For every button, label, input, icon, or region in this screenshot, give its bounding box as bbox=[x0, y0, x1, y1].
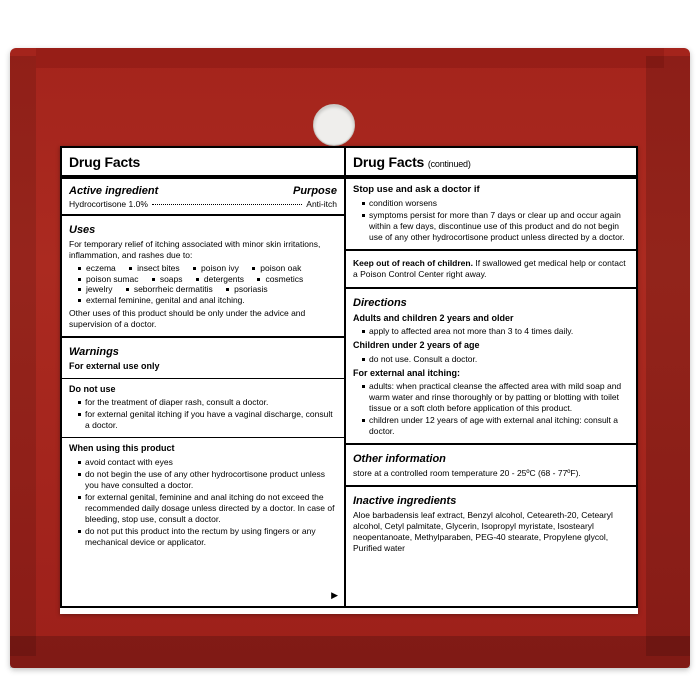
when-using-list bbox=[69, 457, 337, 549]
list-item: condition worsens bbox=[362, 198, 629, 209]
anal-itching-list bbox=[353, 381, 629, 437]
hang-hole bbox=[313, 104, 355, 146]
stop-use-heading: Stop use and ask a doctor if bbox=[353, 183, 480, 195]
uses-item: seborrheic dermatitis bbox=[126, 284, 213, 295]
uses-item: jewelry bbox=[78, 284, 112, 295]
list-item: do not put this product into the rectum by using fingers or any mechanical device or applicator. bbox=[78, 526, 337, 548]
uses-heading: Uses bbox=[69, 223, 96, 236]
leader-dots bbox=[152, 204, 302, 205]
stop-use-list bbox=[353, 198, 629, 243]
do-not-use-heading: Do not use bbox=[69, 383, 116, 394]
drug-facts-left-panel bbox=[60, 146, 345, 608]
uses-closing: Other uses of this product should be only under the advice and supervision of a doctor. bbox=[69, 308, 306, 330]
other-information-section bbox=[346, 445, 636, 485]
package-top-flap bbox=[36, 48, 664, 68]
inactive-ingredients-section bbox=[346, 487, 636, 558]
directions-heading: Directions bbox=[353, 296, 407, 309]
keep-out-rest: If swallowed get medical help or contact a Poison Control Center right away. bbox=[353, 258, 626, 279]
left-panel-title: Drug Facts bbox=[69, 154, 141, 170]
list-item: avoid contact with eyes bbox=[78, 457, 337, 468]
right-panel-title-text: Drug Facts bbox=[353, 154, 425, 170]
uses-item: external feminine, genital and anal itching. bbox=[78, 295, 245, 306]
purpose-value: Anti-itch bbox=[306, 198, 337, 209]
keep-out-of-reach-section bbox=[346, 251, 636, 287]
list-item: adults: when practical cleanse the affected area with mild soap and warm water and rinse thoroughly or by patting or blotting with toilet tissue or a soft cloth before application of this product. bbox=[362, 381, 629, 414]
list-item: children under 12 years of age with external anal itching: consult a doctor. bbox=[362, 415, 629, 437]
children-list bbox=[353, 354, 629, 365]
children-heading: Children under 2 years of age bbox=[353, 340, 480, 351]
anal-itching-heading: For external anal itching: bbox=[353, 367, 461, 378]
package-left-edge bbox=[10, 56, 36, 656]
purpose-heading: Purpose bbox=[292, 184, 337, 197]
active-ingredient-section bbox=[62, 179, 344, 214]
uses-item: psoriasis bbox=[226, 284, 268, 295]
active-ingredient-heading: Active ingredient bbox=[69, 184, 159, 197]
do-not-use-list bbox=[69, 397, 337, 431]
right-panel-title-continued: (continued) bbox=[427, 159, 471, 169]
uses-section bbox=[62, 216, 344, 336]
uses-item: poison ivy bbox=[193, 263, 239, 274]
when-using-heading: When using this product bbox=[69, 443, 175, 454]
uses-item: soaps bbox=[152, 274, 183, 285]
drug-facts-label bbox=[60, 146, 638, 614]
continued-arrow-icon: ▶ bbox=[331, 590, 338, 601]
warnings-section bbox=[62, 338, 344, 378]
uses-item: poison sumac bbox=[78, 274, 138, 285]
directions-section bbox=[346, 289, 636, 443]
package-bottom-shadow bbox=[10, 636, 690, 668]
uses-item: eczema bbox=[78, 263, 116, 274]
do-not-use-section bbox=[62, 379, 344, 438]
stop-use-section bbox=[346, 179, 636, 249]
list-item: do not use. Consult a doctor. bbox=[362, 354, 629, 365]
other-information-text: store at a controlled room temperature 20 - 25ºC (68 - 77ºF). bbox=[353, 468, 581, 479]
list-item: do not begin the use of any other hydrocortisone product unless you have consulted a doctor. bbox=[78, 469, 337, 491]
uses-item: cosmetics bbox=[257, 274, 303, 285]
list-item: for the treatment of diaper rash, consult a doctor. bbox=[78, 397, 337, 408]
list-item: symptoms persist for more than 7 days or clear up and occur again within a few days, discontinue use of this product and do not begin use of any other hydrocortisone product unless directed by a doctor. bbox=[362, 210, 629, 243]
list-item: apply to affected area not more than 3 to 4 times daily. bbox=[362, 326, 629, 337]
uses-item: poison oak bbox=[252, 263, 301, 274]
keep-out-bold: Keep out of reach of children. bbox=[353, 258, 473, 269]
keep-out-text bbox=[353, 258, 629, 280]
warnings-heading: Warnings bbox=[69, 345, 119, 358]
when-using-section bbox=[62, 438, 344, 554]
package-right-edge bbox=[646, 56, 690, 656]
external-use-only: For external use only bbox=[69, 361, 160, 372]
right-panel-title bbox=[353, 154, 629, 172]
uses-item: detergents bbox=[196, 274, 244, 285]
inactive-ingredients-text: Aloe barbadensis leaf extract, Benzyl alcohol, Ceteareth-20, Cetearyl alcohol, Cetyl palmitate, Glycerin, Isopropyl myristate, Isostearyl neopentanoate, Methylparaben, PEG-40 stearate, Propylene glycol, Purified water bbox=[353, 510, 613, 553]
inactive-ingredients-heading: Inactive ingredients bbox=[353, 495, 457, 508]
active-ingredient-value: Hydrocortisone 1.0% bbox=[69, 198, 148, 209]
uses-item-list bbox=[69, 263, 337, 307]
uses-intro: For temporary relief of itching associated with minor skin irritations, inflammation, and rashes due to: bbox=[69, 238, 321, 260]
list-item: for external genital, feminine and anal itching do not exceed the recommended daily dosage unless directed by a doctor. In case of bleeding, stop use, consult a doctor. bbox=[78, 492, 337, 525]
adults-list bbox=[353, 326, 629, 337]
other-information-heading: Other information bbox=[353, 453, 446, 466]
uses-item: insect bites bbox=[129, 263, 180, 274]
adults-heading: Adults and children 2 years and older bbox=[353, 312, 514, 323]
list-item: for external genital itching if you have a vaginal discharge, consult a doctor. bbox=[78, 409, 337, 431]
drug-facts-right-panel bbox=[345, 146, 638, 608]
